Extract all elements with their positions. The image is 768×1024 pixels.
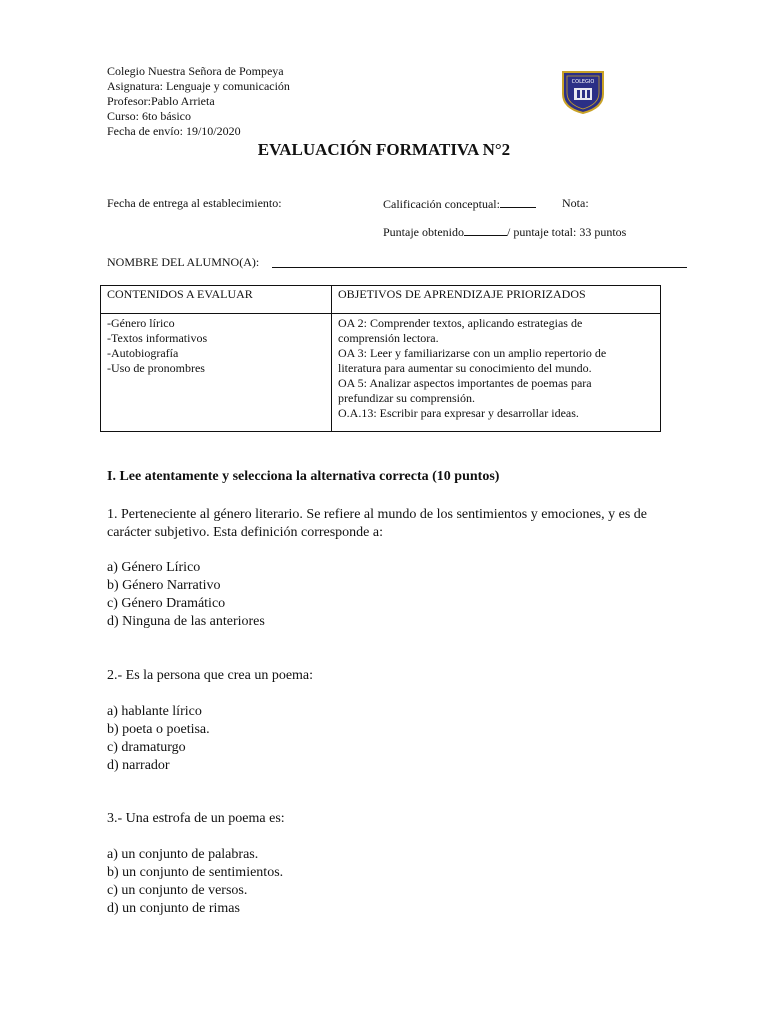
question-2 bbox=[107, 667, 667, 685]
header-info bbox=[107, 64, 290, 139]
option-d[interactable]: d) Ninguna de las anteriores bbox=[107, 614, 265, 629]
table-header-contents: CONTENIDOS A EVALUAR bbox=[101, 286, 332, 314]
question-prompt: 3.- Una estrofa de un poema es: bbox=[107, 811, 285, 826]
score-blank[interactable] bbox=[464, 224, 507, 236]
page-title: EVALUACIÓN FORMATIVA N°2 bbox=[257, 140, 511, 159]
option-a[interactable]: a) Género Lírico bbox=[107, 560, 201, 575]
objective-line: OA 2: Comprender textos, aplicando estrategias de bbox=[338, 316, 583, 330]
option-c[interactable]: c) dramaturgo bbox=[107, 740, 186, 755]
question-prompt: 1. Perteneciente al género literario. Se refiere al mundo de los sentimientos y emociones, y es de carácter subjetivo. Esta definición corresponde a: bbox=[107, 507, 647, 540]
objective-line: O.A.13: Escribir para expresar y desarrollar ideas. bbox=[338, 406, 579, 420]
option-a[interactable]: a) un conjunto de palabras. bbox=[107, 847, 259, 862]
question-3-options bbox=[107, 846, 667, 918]
grade-label: Calificación conceptual: bbox=[383, 197, 500, 211]
objective-line: prefundizar su comprensión. bbox=[338, 391, 475, 405]
objective-line: OA 5: Analizar aspectos importantes de poemas para bbox=[338, 376, 592, 390]
grade-blank[interactable] bbox=[500, 196, 536, 208]
course: Curso: 6to básico bbox=[107, 109, 191, 123]
content-item: -Textos informativos bbox=[107, 331, 208, 345]
option-d[interactable]: d) narrador bbox=[107, 758, 170, 773]
content-item: -Autobiografía bbox=[107, 346, 179, 360]
option-b[interactable]: b) poeta o poetisa. bbox=[107, 722, 210, 737]
option-b[interactable]: b) un conjunto de sentimientos. bbox=[107, 865, 284, 880]
grade-field bbox=[383, 196, 536, 212]
delivery-date-label: Fecha de entrega al establecimiento: bbox=[107, 196, 282, 210]
student-name-line[interactable] bbox=[272, 267, 687, 268]
table-header-objectives: OBJETIVOS DE APRENDIZAJE PRIORIZADOS bbox=[332, 286, 661, 314]
student-name-label: NOMBRE DEL ALUMNO(A): bbox=[107, 255, 260, 269]
option-b[interactable]: b) Género Narrativo bbox=[107, 578, 221, 593]
score-total: / puntaje total: 33 puntos bbox=[507, 225, 627, 239]
subject: Asignatura: Lenguaje y comunicación bbox=[107, 79, 290, 93]
question-1-options bbox=[107, 559, 667, 631]
section-heading: I. Lee atentamente y selecciona la alternativa correcta (10 puntos) bbox=[107, 469, 500, 484]
content-item: -Género lírico bbox=[107, 316, 175, 330]
objective-line: literatura para aumentar su conocimiento del mundo. bbox=[338, 361, 592, 375]
score-label: Puntaje obtenido bbox=[383, 225, 464, 239]
option-a[interactable]: a) hablante lírico bbox=[107, 704, 202, 719]
evaluation-table bbox=[100, 285, 661, 432]
objective-line: OA 3: Leer y familiarizarse con un amplio repertorio de bbox=[338, 346, 607, 360]
logo-text: COLEGIO bbox=[571, 79, 595, 85]
teacher: Profesor:Pablo Arrieta bbox=[107, 94, 215, 108]
objectives-cell bbox=[332, 314, 661, 432]
option-c[interactable]: c) Género Dramático bbox=[107, 596, 226, 611]
objective-line: comprensión lectora. bbox=[338, 331, 439, 345]
option-d[interactable]: d) un conjunto de rimas bbox=[107, 901, 240, 916]
question-3 bbox=[107, 810, 667, 828]
school-name: Colegio Nuestra Señora de Pompeya bbox=[107, 64, 284, 78]
score-field bbox=[383, 224, 626, 240]
contents-cell bbox=[101, 314, 332, 432]
option-c[interactable]: c) un conjunto de versos. bbox=[107, 883, 248, 898]
school-crest-icon bbox=[560, 68, 606, 114]
nota-label: Nota: bbox=[562, 196, 589, 210]
content-item: -Uso de pronombres bbox=[107, 361, 205, 375]
question-prompt: 2.- Es la persona que crea un poema: bbox=[107, 668, 314, 683]
question-1 bbox=[107, 506, 667, 542]
sent-date: Fecha de envío: 19/10/2020 bbox=[107, 124, 241, 138]
question-2-options bbox=[107, 703, 667, 775]
